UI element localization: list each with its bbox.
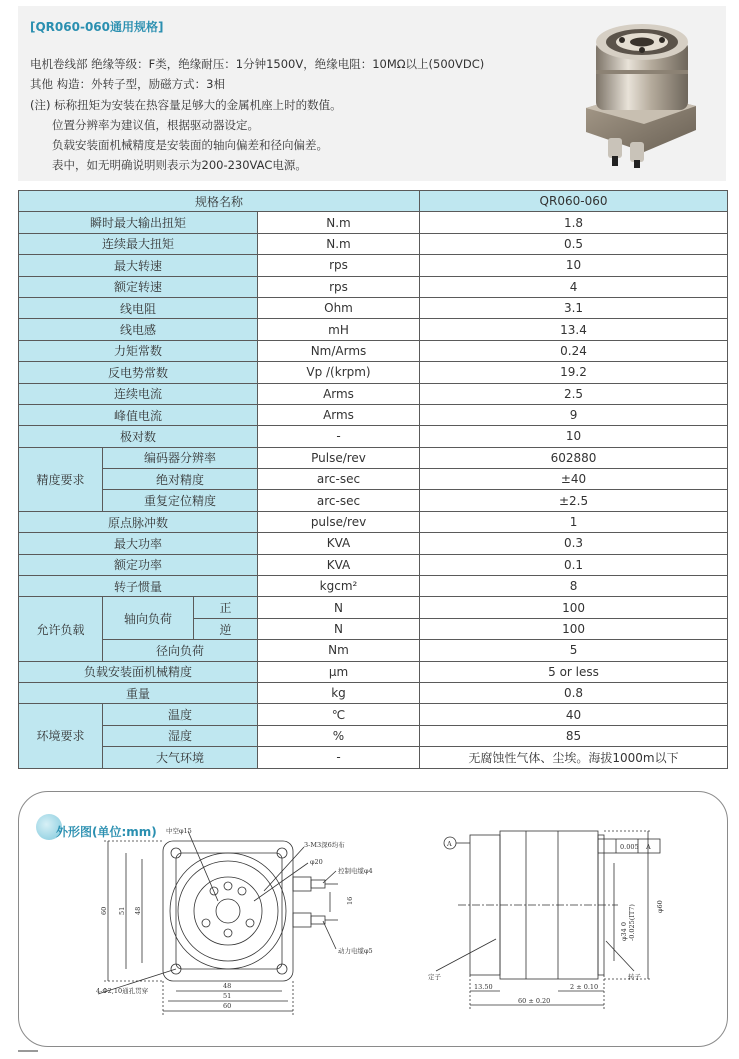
datum-label: A bbox=[447, 840, 452, 848]
row-label: 反电势常数 bbox=[19, 362, 258, 383]
row-unit: rps bbox=[258, 255, 420, 276]
row-value: 13.4 bbox=[420, 319, 728, 340]
table-row bbox=[19, 447, 728, 468]
row-value: 0.24 bbox=[420, 340, 728, 361]
dim-label: 3-M3深6均布 bbox=[304, 841, 345, 849]
rotor-label: 转子 bbox=[628, 973, 641, 981]
row-value: 1.8 bbox=[420, 212, 728, 233]
row-label: 力矩常数 bbox=[19, 340, 258, 361]
row-value: ±2.5 bbox=[420, 490, 728, 511]
table-row bbox=[19, 747, 728, 768]
table-row bbox=[19, 212, 728, 233]
dim-label: 13.50 bbox=[474, 983, 493, 991]
row-value: 0.1 bbox=[420, 554, 728, 575]
row-unit: arc-sec bbox=[258, 490, 420, 511]
table-row bbox=[19, 383, 728, 404]
row-label: 编码器分辨率 bbox=[103, 447, 258, 468]
header-model: QR060-060 bbox=[420, 191, 728, 212]
table-row bbox=[19, 640, 728, 661]
row-value: 4 bbox=[420, 276, 728, 297]
row-label: 峰值电流 bbox=[19, 404, 258, 425]
row-label: 湿度 bbox=[103, 725, 258, 746]
row-value: 19.2 bbox=[420, 362, 728, 383]
row-value: 100 bbox=[420, 597, 728, 618]
row-unit: kg bbox=[258, 682, 420, 703]
note-line: 负载安装面机械精度是安装面的轴向偏差和径向偏差。 bbox=[52, 138, 328, 152]
table-row bbox=[19, 404, 728, 425]
row-value: 0.8 bbox=[420, 682, 728, 703]
spec-notes-panel bbox=[18, 6, 726, 181]
row-value: 5 bbox=[420, 640, 728, 661]
table-row bbox=[19, 297, 728, 318]
row-unit: Ohm bbox=[258, 297, 420, 318]
row-label: 重复定位精度 bbox=[103, 490, 258, 511]
dim-label: φ34 0 bbox=[620, 921, 628, 941]
dim-label: 48 bbox=[223, 982, 232, 990]
row-label: 转子惯量 bbox=[19, 576, 258, 597]
table-header-row bbox=[19, 191, 728, 212]
table-row bbox=[19, 576, 728, 597]
table-row bbox=[19, 725, 728, 746]
spec-title: [QR060-060通用规格] bbox=[30, 20, 164, 34]
row-value: 10 bbox=[420, 255, 728, 276]
table-row bbox=[19, 661, 728, 682]
front-flange bbox=[163, 841, 293, 981]
row-unit: KVA bbox=[258, 554, 420, 575]
row-unit: N bbox=[258, 618, 420, 639]
note-line: 电机卷线部 绝缘等级：F类，绝缘耐压：1分钟1500V，绝缘电阻：10MΩ以上(500VDC) bbox=[30, 57, 485, 71]
row-label: 极对数 bbox=[19, 426, 258, 447]
row-label: 绝对精度 bbox=[103, 469, 258, 490]
row-unit: kgcm² bbox=[258, 576, 420, 597]
page-divider bbox=[18, 1050, 38, 1052]
row-unit: Pulse/rev bbox=[258, 447, 420, 468]
table-row bbox=[19, 682, 728, 703]
table-row bbox=[19, 426, 728, 447]
dim-label: 中空φ15 bbox=[166, 827, 192, 835]
row-unit: mH bbox=[258, 319, 420, 340]
row-value: 602880 bbox=[420, 447, 728, 468]
row-unit: Nm/Arms bbox=[258, 340, 420, 361]
table-row bbox=[19, 597, 728, 618]
row-label: 最大功率 bbox=[19, 533, 258, 554]
dim-label: 控制电缆φ4 bbox=[338, 867, 373, 875]
row-label: 连续电流 bbox=[19, 383, 258, 404]
table-row bbox=[19, 704, 728, 725]
row-unit: Vp /(krpm) bbox=[258, 362, 420, 383]
row-label: 原点脉冲数 bbox=[19, 511, 258, 532]
row-label: 额定功率 bbox=[19, 554, 258, 575]
dimension-drawing bbox=[18, 791, 726, 1045]
row-value: ±40 bbox=[420, 469, 728, 490]
dim-label: -0.025(IT7) bbox=[628, 904, 636, 941]
row-label: 线电阻 bbox=[19, 297, 258, 318]
note-line: (注) 标称扭矩为安装在热容量足够大的金属机座上时的数值。 bbox=[30, 98, 342, 112]
tolerance-datum: A bbox=[646, 843, 651, 851]
drawing-title: 外形图(单位:mm) bbox=[56, 825, 157, 839]
row-value: 1 bbox=[420, 511, 728, 532]
row-value: 0.5 bbox=[420, 233, 728, 254]
stator-label: 定子 bbox=[428, 973, 441, 981]
row-unit: Nm bbox=[258, 640, 420, 661]
row-label: 瞬时最大输出扭矩 bbox=[19, 212, 258, 233]
dim-label: 51 bbox=[223, 992, 232, 1000]
front-inner-frame bbox=[176, 853, 282, 969]
outer-rotor-circle bbox=[170, 853, 286, 969]
dim-label: 60 ± 0.20 bbox=[518, 997, 551, 1005]
row-value: 40 bbox=[420, 704, 728, 725]
row-label: 大气环境 bbox=[103, 747, 258, 768]
table-row bbox=[19, 276, 728, 297]
table-row bbox=[19, 233, 728, 254]
group-allowable-load: 允许负载 bbox=[19, 597, 103, 661]
table-row bbox=[19, 362, 728, 383]
dim-label: 60 bbox=[223, 1002, 232, 1010]
note-line: 表中，如无明确说明则表示为200-230VAC电源。 bbox=[52, 158, 307, 172]
note-line: 其他 构造：外转子型，励磁方式：3相 bbox=[30, 77, 225, 91]
dim-label: 动力电缆φ5 bbox=[338, 947, 373, 955]
row-unit: Arms bbox=[258, 383, 420, 404]
row-value: 100 bbox=[420, 618, 728, 639]
row-value: 2.5 bbox=[420, 383, 728, 404]
group-environment: 环境要求 bbox=[19, 704, 103, 768]
table-row bbox=[19, 554, 728, 575]
row-label: 最大转速 bbox=[19, 255, 258, 276]
row-unit: N.m bbox=[258, 233, 420, 254]
row-label: 线电感 bbox=[19, 319, 258, 340]
row-unit: rps bbox=[258, 276, 420, 297]
row-label: 连续最大扭矩 bbox=[19, 233, 258, 254]
row-unit: N.m bbox=[258, 212, 420, 233]
row-unit: μm bbox=[258, 661, 420, 682]
spec-table bbox=[18, 190, 728, 769]
row-value: 85 bbox=[420, 725, 728, 746]
dim-label: φ60 bbox=[656, 900, 664, 913]
table-row bbox=[19, 255, 728, 276]
center-hole bbox=[216, 899, 240, 923]
row-value: 10 bbox=[420, 426, 728, 447]
tolerance-value: 0.005 bbox=[620, 843, 639, 851]
dim-label: 51 bbox=[118, 906, 126, 915]
dim-label: 60 bbox=[100, 906, 108, 915]
axial-load-label: 轴向负荷 bbox=[103, 597, 194, 640]
table-row bbox=[19, 511, 728, 532]
row-label: 径向负荷 bbox=[103, 640, 258, 661]
table-row bbox=[19, 469, 728, 490]
row-unit: % bbox=[258, 725, 420, 746]
table-row bbox=[19, 319, 728, 340]
row-unit: arc-sec bbox=[258, 469, 420, 490]
row-value: 8 bbox=[420, 576, 728, 597]
dim-label: 2 ± 0.10 bbox=[570, 983, 599, 991]
row-label: 重量 bbox=[19, 682, 258, 703]
row-label: 额定转速 bbox=[19, 276, 258, 297]
row-value: 9 bbox=[420, 404, 728, 425]
row-value: 0.3 bbox=[420, 533, 728, 554]
row-unit: - bbox=[258, 426, 420, 447]
row-label: 逆 bbox=[194, 618, 258, 639]
row-label: 正 bbox=[194, 597, 258, 618]
row-unit: Arms bbox=[258, 404, 420, 425]
header-spec-name: 规格名称 bbox=[19, 191, 420, 212]
row-unit: ℃ bbox=[258, 704, 420, 725]
row-unit: KVA bbox=[258, 533, 420, 554]
table-row bbox=[19, 533, 728, 554]
row-unit: - bbox=[258, 747, 420, 768]
dim-label: 4-Φ2,10通孔贯穿 bbox=[96, 987, 149, 995]
row-value: 无腐蚀性气体、尘埃。海拔1000m以下 bbox=[420, 747, 728, 768]
table-row bbox=[19, 340, 728, 361]
dim-label: 48 bbox=[134, 906, 142, 915]
row-value: 3.1 bbox=[420, 297, 728, 318]
motor-product-photo bbox=[578, 20, 708, 170]
dim-label: 16 bbox=[346, 896, 354, 905]
row-value: 5 or less bbox=[420, 661, 728, 682]
row-unit: N bbox=[258, 597, 420, 618]
group-precision: 精度要求 bbox=[19, 447, 103, 511]
row-label: 温度 bbox=[103, 704, 258, 725]
table-row bbox=[19, 490, 728, 511]
row-unit: pulse/rev bbox=[258, 511, 420, 532]
note-line: 位置分辨率为建议值，根据驱动器设定。 bbox=[52, 118, 259, 132]
dim-label: φ20 bbox=[310, 858, 323, 866]
row-label: 负载安装面机械精度 bbox=[19, 661, 258, 682]
